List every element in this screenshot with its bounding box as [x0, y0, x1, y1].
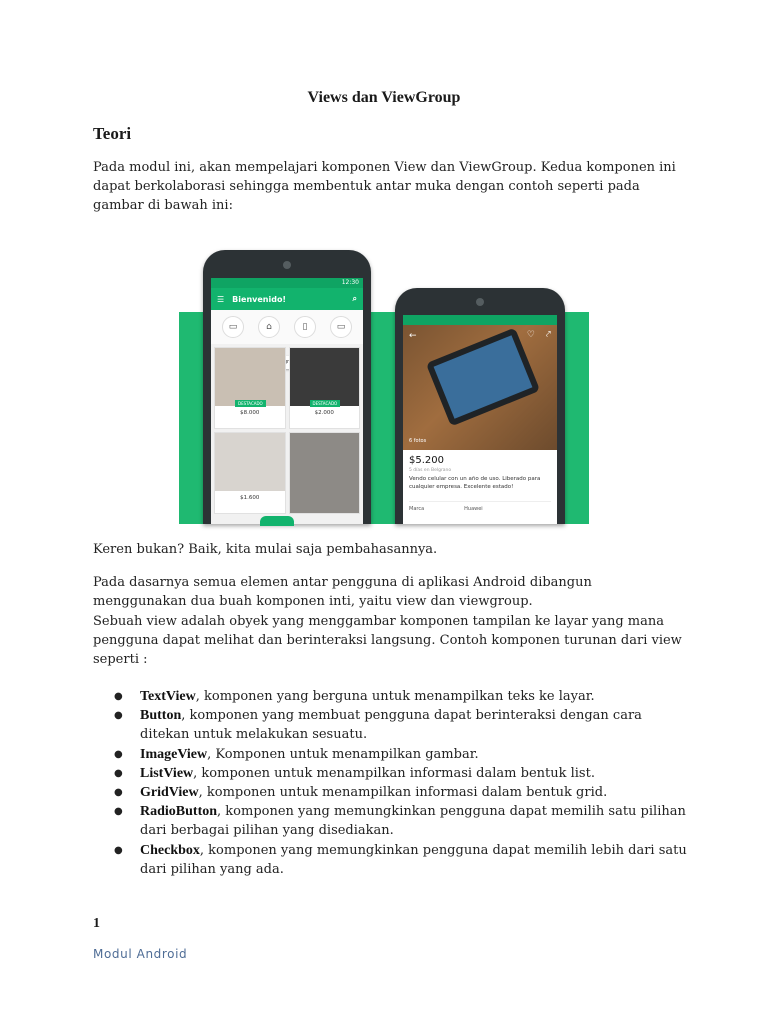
back-arrow-icon: ←	[409, 331, 417, 341]
attribute-value: Huawei	[464, 506, 483, 512]
list-item	[93, 764, 693, 783]
share-icon: ⤤	[545, 330, 551, 340]
phone-screen-detail	[403, 315, 557, 524]
detail-location: 5 días en Belgrano	[409, 468, 452, 473]
detail-body	[403, 450, 557, 517]
component-desc: , komponen yang memungkinkan pengguna dapat memilih lebih dari satu dari pilihan yang ada.	[140, 842, 687, 877]
product-card	[289, 432, 361, 514]
component-desc: , komponen yang memungkinkan pengguna dapat memilih satu pilihan dari berbagai pilihan yang disediakan.	[140, 804, 686, 839]
product-card	[214, 432, 286, 514]
component-desc: , Komponen untuk menampilkan gambar.	[207, 746, 479, 762]
app-title: Bienvenido!	[232, 294, 287, 304]
phone-detail-view	[395, 288, 565, 524]
component-name: Checkbox	[140, 842, 200, 858]
section-heading: Teori	[93, 124, 132, 143]
bullet: ●	[114, 767, 123, 779]
detail-description: Vendo celular con un año de uso. Liberado para cualquier empresa. Excelente estado!	[409, 476, 541, 490]
location-pill: Belgrano	[249, 356, 303, 369]
monitor-icon: ▭	[330, 316, 352, 338]
android-ui-illustration	[179, 250, 589, 524]
status-bar: 12:30	[211, 278, 363, 288]
product-price: $8.000	[240, 410, 260, 416]
list-item	[93, 706, 693, 744]
list-item	[93, 745, 693, 764]
featured-badge: DESTACADO	[310, 400, 341, 407]
attribute-label: Marca	[409, 506, 425, 512]
product-price: $2.000	[314, 410, 334, 416]
dasar-paragraph: Pada dasarnya semua elemen antar pengguna di aplikasi Android dibangun menggunakan dua buah komponen inti, yaitu view dan viewgroup.	[93, 575, 592, 610]
bullet: ●	[114, 787, 123, 799]
list-item	[93, 802, 693, 840]
home-icon: ⌂	[258, 316, 280, 338]
menu-icon: ☰	[217, 294, 225, 304]
component-name: GridView	[140, 785, 199, 801]
view-paragraph: Sebuah view adalah obyek yang menggambar komponen tampilan ke layar yang mana pengguna dapat melihat dan berinteraksi langsung. Contoh komponen turunan dari view seperti :	[93, 614, 682, 668]
list-item	[93, 783, 693, 802]
component-name: Button	[140, 708, 182, 724]
floating-action-button	[260, 516, 294, 526]
product-card	[214, 347, 286, 429]
status-bar	[403, 315, 557, 325]
component-list	[93, 687, 693, 879]
component-name: ListView	[140, 765, 194, 781]
product-card	[289, 347, 361, 429]
phone-icon: ▯	[294, 316, 316, 338]
bullet: ●	[114, 710, 123, 722]
photo-count: 6 fotos	[409, 438, 427, 444]
category-row	[211, 310, 363, 344]
featured-badge: DESTACADO	[235, 400, 266, 407]
keren-paragraph: Keren bukan? Baik, kita mulai saja pembahasannya.	[93, 542, 438, 557]
bullet: ●	[114, 748, 123, 760]
component-name: RadioButton	[140, 804, 218, 820]
component-desc: , komponen untuk menampilkan informasi dalam bentuk grid.	[198, 785, 608, 801]
component-desc: , komponen untuk menampilkan informasi dalam bentuk list.	[193, 765, 595, 781]
bullet: ●	[114, 806, 123, 818]
camera-icon	[283, 261, 291, 269]
phone-screen-list	[211, 278, 363, 524]
intro-paragraph: Pada modul ini, akan mempelajari komponen View dan ViewGroup. Kedua komponen ini dapat berkolaborasi sehingga membentuk antar muka dengan contoh seperti pada gambar di bawah ini:	[93, 160, 676, 214]
detail-attribute-row	[409, 501, 551, 512]
car-icon: ▭	[222, 316, 244, 338]
footer-label: Modul Android	[93, 947, 188, 961]
component-desc: , komponen yang berguna untuk menampilkan teks ke layar.	[195, 689, 595, 704]
component-name: TextView	[140, 689, 196, 704]
camera-icon	[476, 298, 484, 306]
component-desc: , komponen yang membuat pengguna dapat berinteraksi dengan cara ditekan untuk melakukan sesuatu.	[140, 708, 642, 743]
phone-list-view	[203, 250, 371, 524]
product-price: $1.600	[240, 495, 260, 501]
page-title: Views dan ViewGroup	[307, 89, 461, 106]
photo-subject	[426, 327, 540, 426]
product-photo	[403, 325, 557, 450]
component-name: ImageView	[140, 746, 208, 762]
heart-icon: ♡	[526, 330, 535, 340]
list-item	[93, 841, 693, 879]
app-bar	[211, 288, 363, 310]
product-grid	[211, 344, 363, 517]
list-item	[93, 687, 693, 706]
bullet: ●	[114, 691, 123, 702]
search-icon: ⌕	[352, 294, 357, 303]
bullet: ●	[114, 844, 123, 856]
page-number: 1	[93, 916, 100, 931]
detail-price: $5.200	[409, 455, 444, 466]
